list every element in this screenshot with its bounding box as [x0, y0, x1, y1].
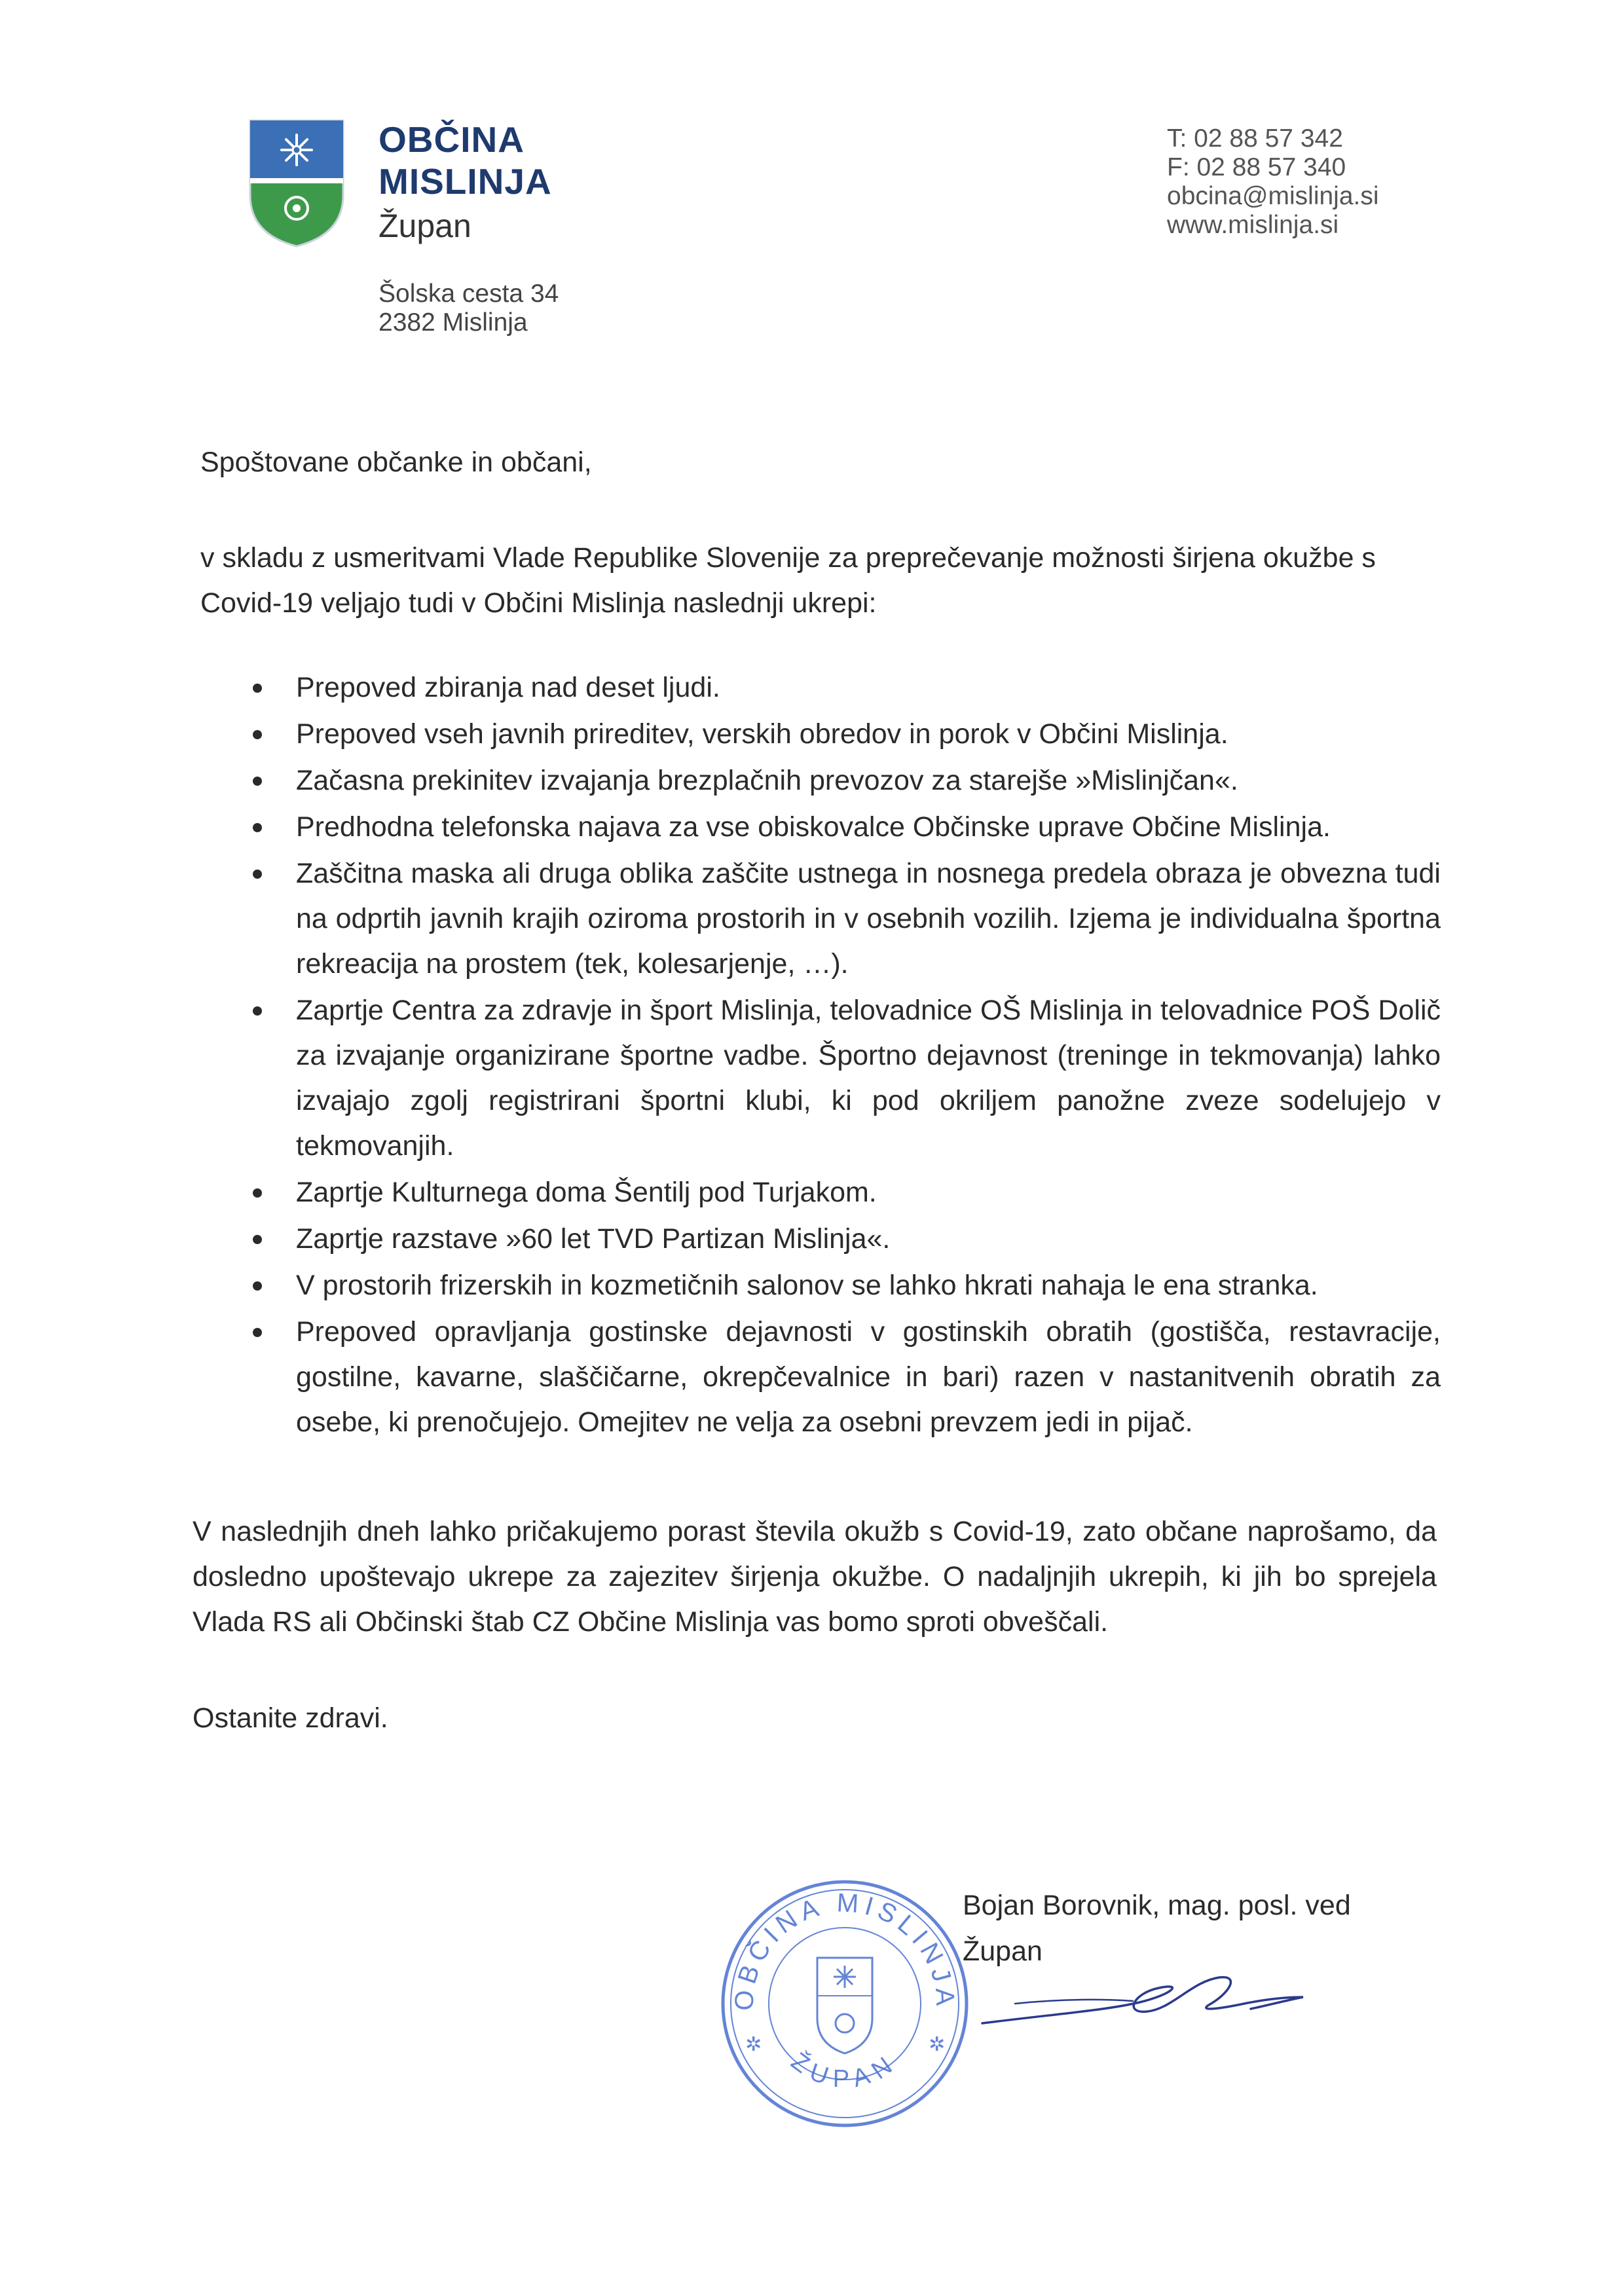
official-stamp — [707, 1866, 982, 2141]
bullet-icon — [253, 777, 262, 786]
svg-text:OBČINA MISLINJA — [729, 1888, 959, 2011]
measure-item — [236, 805, 1441, 850]
measure-text: Zaprtje razstave »60 let TVD Partizan Mislinja«. — [296, 1223, 891, 1255]
measure-item — [236, 665, 1441, 710]
bullet-icon — [253, 823, 262, 832]
measure-text: Začasna prekinitev izvajanja brezplačnih prevozov za starejše »Mislinjčan«. — [296, 765, 1238, 796]
address-city: 2382 Mislinja — [378, 308, 528, 337]
measure-item — [236, 988, 1441, 1169]
letter-intro: v skladu z usmeritvami Vlade Republike Slovenije za preprečevanje možnosti širjena okužbe s Covid-19 veljajo tudi v Občini Mislinja naslednji ukrepi: — [200, 542, 1376, 619]
measure-text: Prepoved zbiranja nad deset ljudi. — [296, 672, 720, 703]
stamp-star-right-icon: ✲ — [929, 2033, 946, 2056]
measure-text: V prostorih frizerskih in kozmetičnih salonov se lahko hkrati nahaja le ena stranka. — [296, 1270, 1318, 1301]
stamp-text-top: OBČINA MISLINJA — [729, 1888, 960, 2011]
stamp-text-bottom: ŽUPAN — [786, 2047, 904, 2093]
org-subtitle: Župan — [378, 208, 471, 244]
letter-closing: V naslednjih dneh lahko pričakujemo porast števila okužb s Covid-19, zato občane naprošamo, da dosledno upoštevajo ukrepe za zajezitev širjenja okužbe. O nadaljnjih ukrepih, ki jih bo sprejela Vlada RS ali Občinski štab CZ Občine Mislinja vas bomo sproti obveščali. — [193, 1516, 1437, 1638]
measure-item — [236, 1217, 1441, 1262]
letter-sign-off: Ostanite zdravi. — [193, 1702, 388, 1734]
measure-text: Prepoved vseh javnih prireditev, verskih obredov in porok v Občini Mislinja. — [296, 718, 1228, 750]
bullet-icon — [253, 870, 262, 879]
bullet-icon — [253, 730, 262, 739]
org-name-line1: OBČINA — [378, 119, 525, 160]
bullet-icon — [253, 1281, 262, 1291]
measure-text: Zaščitna maska ali druga oblika zaščite ustnega in nosnega predela obraza je obvezna tudi na odprtih javnih krajih oziroma prostorih in v osebnih vozilih. Izjema je individualna športna rekreacija na prostem (tek, kolesarjenje, …). — [296, 858, 1441, 980]
bullet-icon — [253, 1006, 262, 1016]
measure-item — [236, 1170, 1441, 1215]
contact-fax: F: 02 88 57 340 — [1167, 153, 1346, 181]
stamp-star-left-icon: ✲ — [745, 2033, 762, 2056]
signatory-title: Župan — [963, 1936, 1043, 1967]
measure-item — [236, 1263, 1441, 1308]
letter-greeting: Spoštovane občanke in občani, — [200, 447, 592, 478]
measure-text: Zaprtje Centra za zdravje in šport Mislinja, telovadnice OŠ Mislinja in telovadnice POŠ Dolič za izvajanje organizirane športne vadbe. Športno dejavnost (treninge in tekmovanja) lahko izvajajo zgolj registrirani športni klubi, ki pod okriljem panožne zveze sodelujejo v tekmovanjih. — [296, 995, 1441, 1162]
measure-item — [236, 758, 1441, 803]
bullet-icon — [253, 1235, 262, 1244]
signatory-name: Bojan Borovnik, mag. posl. ved — [963, 1890, 1351, 1921]
address-street: Šolska cesta 34 — [378, 280, 559, 308]
bullet-icon — [253, 684, 262, 693]
measure-text: Prepoved opravljanja gostinske dejavnosti v gostinskih obratih (gostišča, restavracije, gostilne, kavarne, slaščičarne, okrepčevalnice in bari) razen v nastanitvenih obratih za osebe, ki prenočujejo. Omejitev ne velja za osebni prevzem jedi in pijač. — [296, 1316, 1441, 1438]
contact-website: www.mislinja.si — [1167, 211, 1339, 239]
measure-text: Zaprtje Kulturnega doma Šentilj pod Turjakom. — [296, 1177, 877, 1208]
measure-item — [236, 851, 1441, 987]
bullet-icon — [253, 1188, 262, 1198]
org-name-line2: MISLINJA — [378, 161, 552, 202]
handwritten-signature — [976, 1951, 1316, 2049]
measure-item — [236, 1310, 1441, 1445]
municipal-crest-icon — [248, 118, 346, 249]
bullet-icon — [253, 1328, 262, 1337]
measure-item — [236, 712, 1441, 757]
measures-list — [236, 665, 1441, 1446]
contact-phone: T: 02 88 57 342 — [1167, 124, 1343, 153]
contact-email: obcina@mislinja.si — [1167, 182, 1379, 210]
measure-text: Predhodna telefonska najava za vse obiskovalce Občinske uprave Občine Mislinja. — [296, 811, 1331, 843]
